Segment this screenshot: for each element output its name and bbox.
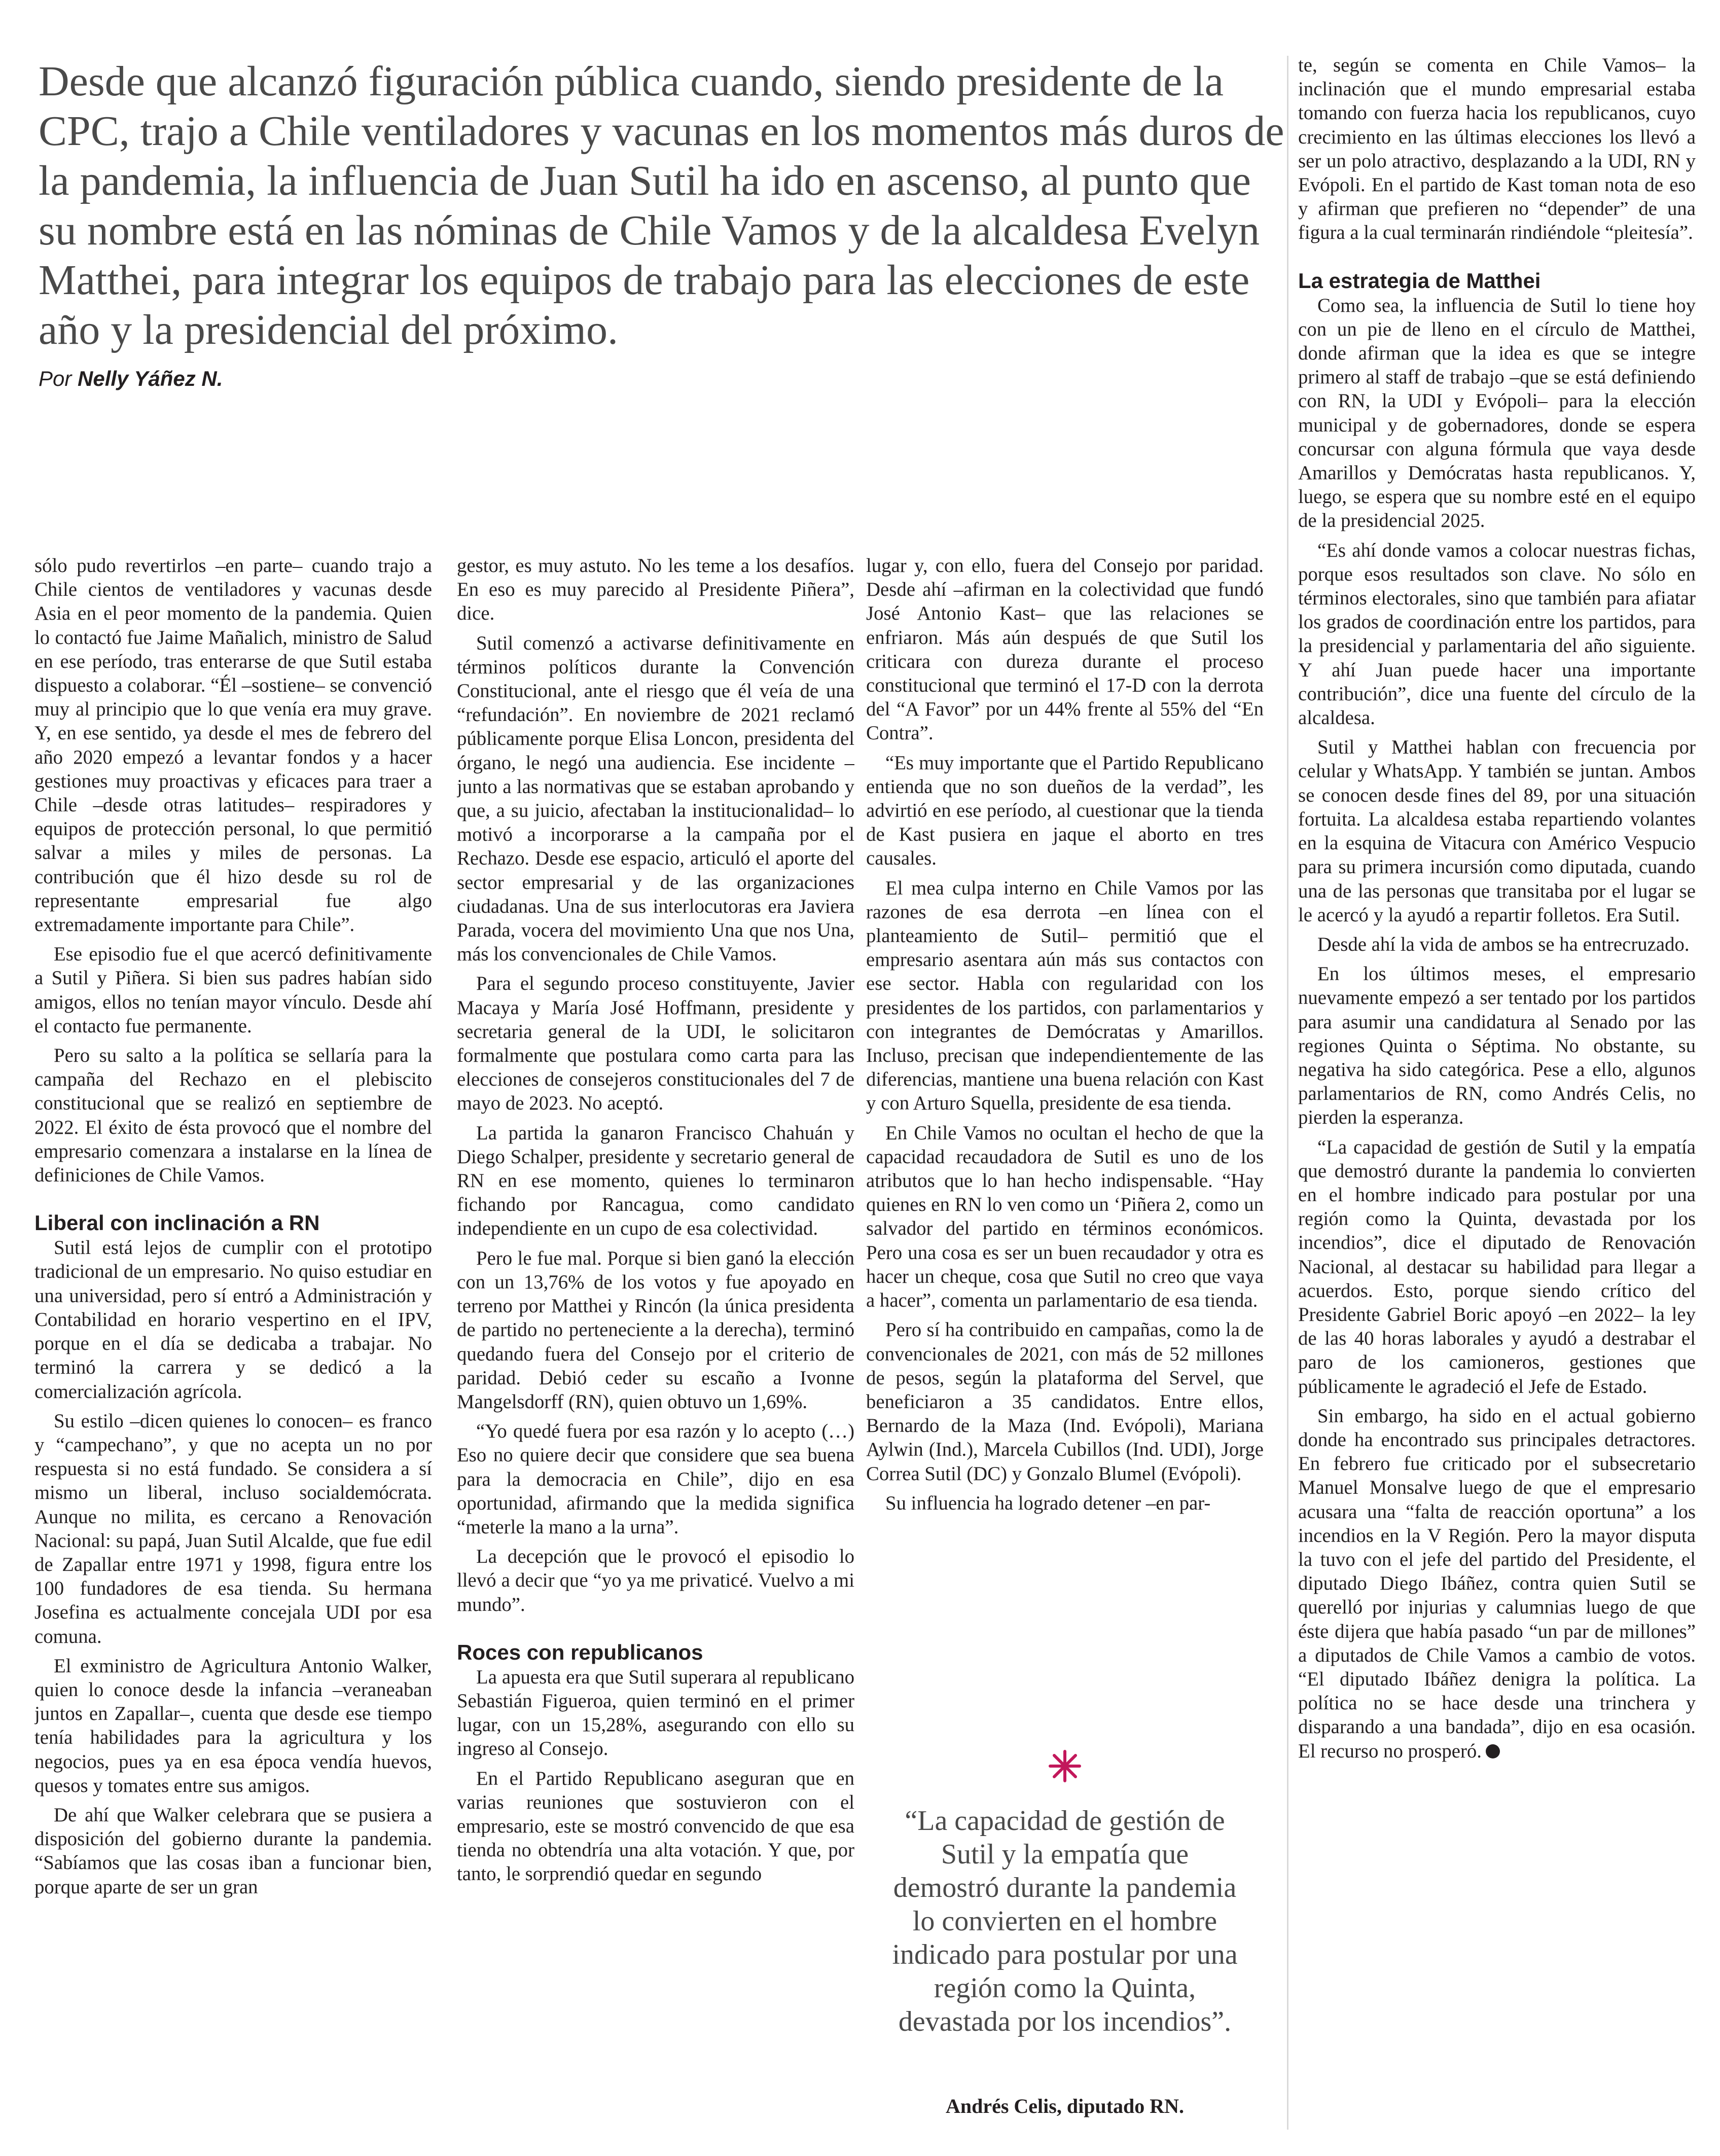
byline bbox=[39, 366, 444, 391]
paragraph: sólo pudo revertirlos –en parte– cuando trajo a Chile cientos de ventiladores y vacunas desde Asia en el peor momento de la pandemia. Quien lo contactó fue Jaime Mañalich, ministro de Salud en ese período, tras enterarse de que Sutil estaba dispuesto a colaborar. “Él –sostiene– se convenció muy al principio que lo que venía era muy grave. Y, en ese sentido, ya desde el mes de febrero del año 2020 empezó a levantar fondos y a hacer gestiones muy proactivas y eficaces para traer a Chile –desde otras latitudes– respiradores y equipos de protección personal, lo que permitió salvar a miles y miles de personas. La contribución que él hizo desde su rol de representante empresarial fue algo extremadamente importante para Chile”. bbox=[34, 555, 432, 936]
paragraph: El exministro de Agricultura Antonio Walker, quien lo conoce desde la infancia –veraneaban juntos en Zapallar–, cuenta que desde ese tiempo tenía habilidades para la agricultura y los negocios, pues ya en esa época vendía huevos, quesos y tomates entre sus amigos. bbox=[34, 1655, 432, 1796]
paragraph: De ahí que Walker celebrara que se pusiera a disposición del gobierno durante la pandemia. “Sabíamos que las cosas iban a funcionar bien, porque aparte de ser un gran bbox=[34, 1804, 432, 1898]
column-1 bbox=[34, 554, 432, 2131]
column-divider bbox=[1287, 56, 1288, 2130]
paragraph: Para el segundo proceso constituyente, Javier Macaya y María José Hoffmann, presidente y secretaria general de la UDI, le solicitaron formalmente que postulara como carta para las elecciones de consejeros constitucionales del 7 de mayo de 2023. No aceptó. bbox=[457, 973, 854, 1115]
final-paragraph-text: Sin embargo, ha sido en el actual gobierno donde ha encontrado sus principales detractores. En febrero fue criticado por el subsecretario Manuel Monsalve luego de que el empresario acusara una “falta de reacción oportuna” a los incendios en la V Región. Pero la mayor disputa la tuvo con el jefe del partido del Presidente, el diputado Diego Ibáñez, contra quien Sutil se querelló por injurias y calumnias luego de que éste dijera que había pasado “un par de millones” a diputados de Chile Vamos a cambio de votos. “El diputado Ibáñez denigra la política. La política no se hace desde una trinchera y disparando a una bandada”, dijo en esa ocasión. El recurso no prosperó. bbox=[1298, 1405, 1696, 1762]
paragraph: Como sea, la influencia de Sutil lo tiene hoy con un pie de lleno en el círculo de Matthei, donde afirman que la idea es que se integre primero al staff de trabajo –que se está definiendo con RN, la UDI y Evópoli– para la elección municipal y de gobernadores, donde se espera concursar con alguna fórmula que vaya desde Amarillos y Demócratas hasta republicanos. Y, luego, se espera que su nombre esté en el equipo de la presidencial 2025. bbox=[1298, 294, 1696, 532]
paragraph: La apuesta era que Sutil superara al republicano Sebastián Figueroa, quien terminó en el primer lugar, con un 15,28%, asegurando con ello su ingreso al Consejo. bbox=[457, 1666, 854, 1760]
paragraph: La partida la ganaron Francisco Chahuán y Diego Schalper, presidente y secretario general de RN en ese momento, quienes lo terminaron fichando por Rancagua, como candidato independiente en un cupo de esa colectividad. bbox=[457, 1122, 854, 1240]
column-2 bbox=[457, 554, 854, 2131]
byline-prefix: Por bbox=[39, 367, 72, 390]
section-heading: Roces con republicanos bbox=[457, 1640, 703, 1664]
section-heading: La estrategia de Matthei bbox=[1298, 268, 1541, 293]
paragraph: En Chile Vamos no ocultan el hecho de que la capacidad recaudadora de Sutil es uno de los atributos que lo han hecho indispensable. “Hay quienes en RN lo ven como un ‘Piñera 2, como un salvador del partido en términos económicos. Pero una cosa es ser un buen recaudador y otra es hacer un cheque, cosa que Sutil no creo que vaya a hacer”, comenta un parlamentario de esa tienda. bbox=[866, 1122, 1264, 1312]
end-of-article-icon bbox=[1486, 1744, 1500, 1758]
section-heading: Liberal con inclinación a RN bbox=[34, 1211, 320, 1235]
asterisk-icon bbox=[1047, 1748, 1083, 1784]
paragraph: Pero le fue mal. Porque si bien ganó la elección con un 13,76% de los votos y fue apoyado en terreno por Matthei y Rincón (la única presidenta de partido no perteneciente a la derecha), terminó quedando fuera del Consejo por el criterio de paridad. Debió ceder su escaño a Ivonne Mangelsdorff (RN), quien obtuvo un 1,69%. bbox=[457, 1247, 854, 1413]
article-lead: Desde que alcanzó figuración pública cuando, siendo presidente de la CPC, trajo a Chile ventiladores y vacunas en los momentos más duros de la pandemia, la influencia de Juan Sutil ha ido en ascenso, al punto que su nombre está en las nóminas de Chile Vamos y de la alcaldesa Evelyn Matthei, para integrar los equipos de trabajo para las elecciones de este año y la presidencial del próximo. bbox=[39, 58, 1284, 353]
byline-author: Nelly Yáñez N. bbox=[78, 367, 223, 390]
paragraph: “La capacidad de gestión de Sutil y la empatía que demostró durante la pandemia lo convierten en el hombre indicado para postular por una región como la Quinta, devastada por los incendios”, dice el diputado de Renovación Nacional, al destacar su habilidad para llegar a acuerdos. Esto, porque siendo crítico del Presidente Gabriel Boric apoyó –en 2022– la ley de las 40 horas laborales y ayudó a destrabar el paro de los camioneros, gestiones que públicamente le agradeció el Jefe de Estado. bbox=[1298, 1136, 1696, 1397]
paragraph: Sutil está lejos de cumplir con el prototipo tradicional de un empresario. No quiso estudiar en una universidad, pero sí entró a Administración y Contabilidad en horario vespertino en el IPV, porque en el día se dedicaba a trabajar. No terminó la carrera y se dedicó a la comercialización agrícola. bbox=[34, 1237, 432, 1403]
paragraph: Desde ahí la vida de ambos se ha entrecruzado. bbox=[1317, 933, 1690, 955]
column-4 bbox=[1298, 53, 1696, 2137]
paragraph: “Es ahí donde vamos a colocar nuestras fichas, porque esos resultados son clave. No sólo en términos electorales, sino que también para afiatar los grados de coordinación entre los partidos, para la presidencial y parlamentaria del año siguiente. Y ahí Juan puede hacer una importante contribución”, dice una fuente del círculo de la alcaldesa. bbox=[1298, 539, 1696, 729]
paragraph: “Yo quedé fuera por esa razón y lo acepto (…) Eso no quiere decir que considere que sea buena para la democracia en Chile”, dijo en esa oportunidad, afirmando que la medida significa “meterle la mano a la urna”. bbox=[457, 1420, 854, 1538]
paragraph: Pero sí ha contribuido en campañas, como la de convencionales de 2021, con más de 52 millones de pesos, según la plataforma del Servel, que beneficiaron a 35 candidatos. Entre ellos, Bernardo de la Maza (Ind. Evópoli), Mariana Aylwin (Ind.), Marcela Cubillos (Ind. UDI), Jorge Correa Sutil (DC) y Gonzalo Blumel (Evópoli). bbox=[866, 1319, 1264, 1485]
paragraph: Pero su salto a la política se sellaría para la campaña del Rechazo en el plebiscito constitucional que se realizó en septiembre de 2022. El éxito de ésta provocó que el nombre del empresario comenzara a instalarse en la línea de definiciones de Chile Vamos. bbox=[34, 1045, 432, 1187]
paragraph: te, según se comenta en Chile Vamos– la inclinación que el mundo empresarial estaba tomando con fuerza hacia los republicanos, cuyo crecimiento en las últimas elecciones los llevó a ser un polo atractivo, desplazando a la UDI, RN y Evópoli. En el partido de Kast toman nota de eso y afirman que prefieren no “depender” de una figura a la cual terminarán rindiéndole “pleitesía”. bbox=[1298, 54, 1696, 244]
paragraph: En el Partido Republicano aseguran que en varias reuniones que sostuvieron con el empresario, este se mostró convencido de que esa tienda no obtendría una alta votación. Y que, por tanto, le sorprendió quedar en segundo bbox=[457, 1767, 854, 1885]
paragraph: Sutil y Matthei hablan con frecuencia por celular y WhatsApp. Y también se juntan. Ambos se conocen desde fines del 89, por una situación fortuita. La alcaldesa estaba repartiendo volantes en la esquina de Vitacura con Américo Vespucio para su primera incursión como diputada, cuando una de las personas que transitaba por el lugar se le acercó y la ayudó a repartir folletos. Era Sutil. bbox=[1298, 736, 1696, 926]
paragraph: lugar y, con ello, fuera del Consejo por paridad. Desde ahí –afirman en la colectividad que fundó José Antonio Kast– que las relaciones se enfriaron. Más aún después de que Sutil los criticara con dureza durante el proceso constitucional que terminó el 17-D con la derrota del “A Favor” por un 44% frente al 55% del “En Contra”. bbox=[866, 555, 1264, 744]
paragraph: Sutil comenzó a activarse definitivamente en términos políticos durante la Convención Constitucional, ante el riesgo que él veía de una “refundación”. En noviembre de 2021 reclamó públicamente porque Elisa Loncon, presidenta del órgano, le negó una audiencia. Ese incidente –junto a las normativas que se estaban aprobando y que, a su juicio, afectaban la institucionalidad– lo motivó a incorporarse a la campaña por el Rechazo. Desde ese espacio, articuló el aporte del sector empresarial y de las organizaciones ciudadanas. Una de sus interlocutoras era Javiera Parada, vocera del movimiento Una que nos Una, más los convencionales de Chile Vamos. bbox=[457, 632, 854, 965]
column-3 bbox=[866, 554, 1264, 1740]
pull-quote bbox=[866, 1744, 1264, 2130]
paragraph: Ese episodio fue el que acercó definitivamente a Sutil y Piñera. Si bien sus padres habían sido amigos, ellos no tenían mayor vínculo. Desde ahí el contacto fue permanente. bbox=[34, 943, 432, 1037]
paragraph: gestor, es muy astuto. No les teme a los desafíos. En eso es muy parecido al Presidente Piñera”, dice. bbox=[457, 555, 854, 625]
pull-quote-author: Andrés Celis, diputado RN. bbox=[945, 2095, 1185, 2117]
paragraph: El mea culpa interno en Chile Vamos por las razones de esa derrota –en línea con el planteamiento de Sutil– permitió que el empresario asentara aún más sus contactos con ese sector. Habla con regularidad con los presidentes de los partidos, con parlamentarios y con integrantes de Demócratas y Amarillos. Incluso, precisan que independientemente de las diferencias, mantiene una buena relación con Kast y con Arturo Squella, presidente de esa tienda. bbox=[866, 877, 1264, 1115]
paragraph: En los últimos meses, el empresario nuevamente empezó a ser tentado por los partidos para asumir una candidatura al Senado por las regiones Quinta o Séptima. No obstante, su negativa ha sido categórica. Pese a ello, algunos parlamentarios de RN, como Andrés Celis, no pierden la esperanza. bbox=[1298, 963, 1696, 1129]
paragraph bbox=[1298, 1404, 1696, 1763]
paragraph: Su influencia ha logrado detener –en par- bbox=[885, 1492, 1211, 1514]
paragraph: La decepción que le provocó el episodio lo llevó a decir que “yo ya me privaticé. Vuelvo a mi mundo”. bbox=[457, 1546, 854, 1615]
paragraph: Su estilo –dicen quienes lo conocen– es franco y “campechano”, y que no acepta un no por respuesta si no está fundado. Se considera a sí mismo un liberal, incluso socialdemócrata. Aunque no milita, es cercano a Renovación Nacional: su papá, Juan Sutil Alcalde, que fue edil de Zapallar entre 1971 y 1998, figura entre los 100 fundadores de esa tienda. Su hermana Josefina es actualmente concejala UDI por esa comuna. bbox=[34, 1410, 432, 1647]
paragraph: “Es muy importante que el Partido Republicano entienda que no son dueños de la verdad”, les advirtió en ese período, al cuestionar que la tienda de Kast pusiera en jaque el aborto en tres causales. bbox=[866, 751, 1264, 870]
pull-quote-text: “La capacidad de gestión de Sutil y la empatía que demostró durante la pandemia lo convierten en el hombre indicado para postular por una región como la Quinta, devastada por los incendios”. bbox=[892, 1805, 1238, 2037]
